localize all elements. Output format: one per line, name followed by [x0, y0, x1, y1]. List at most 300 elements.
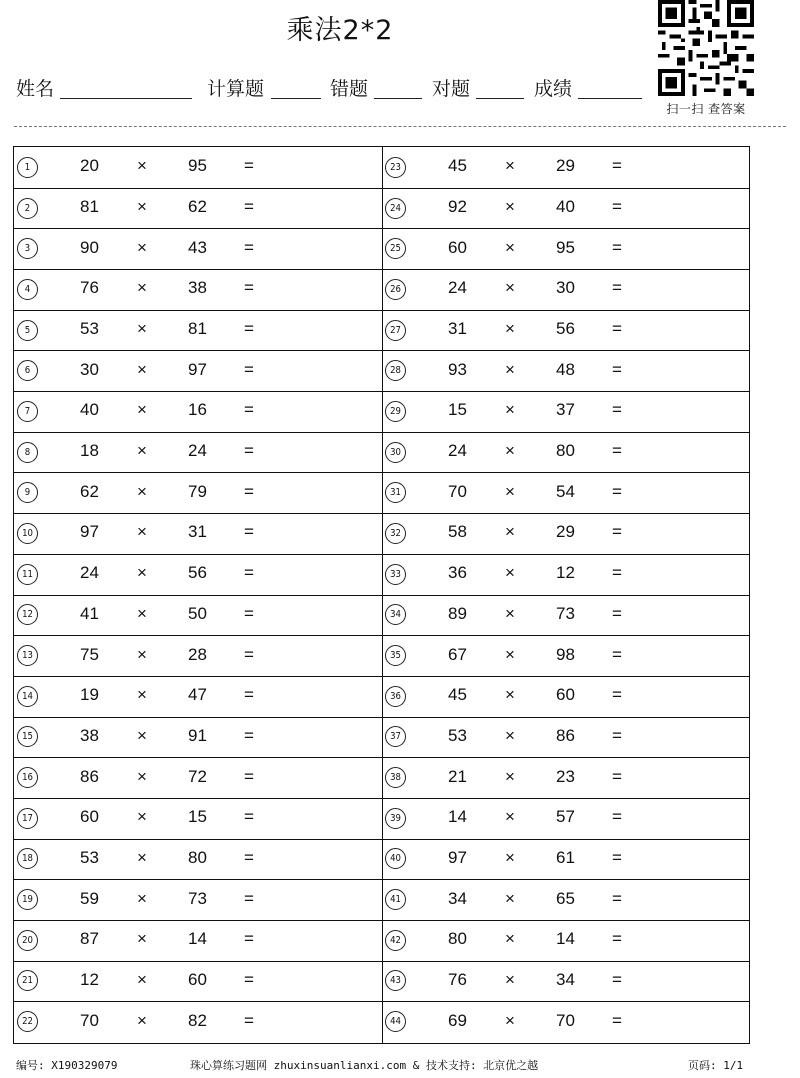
problem-number: 18: [17, 848, 38, 869]
problem-item: [14, 228, 382, 269]
equals-sign: =: [612, 807, 622, 827]
multiply-sign: ×: [505, 603, 515, 623]
answer-space[interactable]: [269, 517, 374, 550]
problem-number: 17: [17, 808, 38, 829]
problem-number: 11: [17, 564, 38, 585]
problem-number: 14: [17, 686, 38, 707]
operand-a: 92: [448, 197, 467, 216]
problem-item: [382, 1001, 750, 1042]
problem-item: [14, 595, 382, 636]
problem-number: 37: [385, 726, 406, 747]
equals-sign: =: [244, 1010, 254, 1030]
multiply-sign: ×: [505, 685, 515, 705]
equals-sign: =: [612, 888, 622, 908]
multiply-sign: ×: [137, 847, 147, 867]
answer-space[interactable]: [637, 192, 742, 225]
operand-a: 45: [448, 156, 467, 176]
problem-item: [382, 757, 750, 798]
multiply-sign: ×: [137, 929, 147, 949]
equals-sign: =: [244, 807, 254, 827]
operand-a: 15: [448, 400, 467, 420]
operand-a: 18: [80, 441, 99, 461]
answer-space[interactable]: [637, 354, 742, 387]
multiply-sign: ×: [505, 197, 515, 216]
answer-space[interactable]: [637, 639, 742, 672]
problem-number: 33: [385, 564, 406, 585]
equals-sign: =: [612, 766, 622, 786]
operand-b: 61: [556, 847, 575, 867]
operand-b: 65: [556, 888, 575, 908]
operand-a: 19: [80, 685, 99, 705]
operand-a: 60: [448, 237, 467, 257]
multiply-sign: ×: [137, 725, 147, 745]
answer-space[interactable]: [269, 761, 374, 794]
operand-a: 81: [80, 197, 99, 216]
answer-space[interactable]: [269, 192, 374, 225]
problem-item: [382, 228, 750, 269]
multiply-sign: ×: [137, 603, 147, 623]
equals-sign: =: [244, 969, 254, 989]
multiply-sign: ×: [137, 237, 147, 257]
operand-b: 73: [188, 888, 207, 908]
operand-a: 76: [80, 278, 99, 298]
operand-b: 48: [556, 359, 575, 379]
problem-number: 22: [17, 1011, 38, 1032]
right-blank[interactable]: [476, 98, 524, 99]
problem-number: 43: [385, 970, 406, 991]
operand-b: 34: [556, 969, 575, 989]
multiply-sign: ×: [137, 278, 147, 298]
problem-item: [14, 147, 382, 188]
equals-sign: =: [244, 929, 254, 949]
equals-sign: =: [612, 237, 622, 257]
problem-number: 44: [385, 1011, 406, 1032]
equals-sign: =: [244, 156, 254, 176]
problem-item: [14, 717, 382, 758]
answer-space[interactable]: [637, 558, 742, 591]
equals-sign: =: [244, 319, 254, 339]
problem-item: [14, 513, 382, 554]
answer-space[interactable]: [269, 436, 374, 469]
problem-number: 31: [385, 482, 406, 503]
problem-number: 7: [17, 401, 38, 422]
answer-space[interactable]: [269, 1005, 374, 1038]
operand-a: 62: [80, 481, 99, 501]
operand-a: 45: [448, 685, 467, 705]
problem-number: 38: [385, 767, 406, 788]
operand-b: 14: [188, 929, 207, 949]
equals-sign: =: [244, 197, 254, 216]
answer-space[interactable]: [269, 802, 374, 835]
operand-a: 12: [80, 969, 99, 989]
multiply-sign: ×: [137, 522, 147, 542]
multiply-sign: ×: [137, 685, 147, 705]
multiply-sign: ×: [505, 888, 515, 908]
answer-space[interactable]: [637, 232, 742, 265]
operand-a: 70: [448, 481, 467, 501]
equals-sign: =: [612, 319, 622, 339]
operand-b: 50: [188, 603, 207, 623]
problem-item: [14, 554, 382, 595]
equals-sign: =: [244, 441, 254, 461]
operand-a: 24: [80, 563, 99, 583]
problem-item: [382, 676, 750, 717]
problem-number: 5: [17, 320, 38, 341]
equals-sign: =: [612, 1010, 622, 1030]
operand-a: 31: [448, 319, 467, 339]
multiply-sign: ×: [137, 969, 147, 989]
equals-sign: =: [612, 685, 622, 705]
problem-number: 9: [17, 482, 38, 503]
operand-a: 40: [80, 400, 99, 420]
problem-number: 16: [17, 767, 38, 788]
problem-item: [382, 513, 750, 554]
equals-sign: =: [612, 563, 622, 583]
problem-item: [382, 350, 750, 391]
equals-sign: =: [244, 278, 254, 298]
multiply-sign: ×: [505, 400, 515, 420]
page-title: 乘法2*2: [286, 15, 394, 46]
operand-b: 95: [188, 156, 207, 176]
multiply-sign: ×: [505, 522, 515, 542]
problem-item: [14, 391, 382, 432]
qr-code-icon[interactable]: [656, 0, 756, 96]
operand-a: 59: [80, 888, 99, 908]
problem-item: [14, 350, 382, 391]
answer-space[interactable]: [637, 273, 742, 306]
problem-number: 21: [17, 970, 38, 991]
equals-sign: =: [612, 197, 622, 216]
operand-b: 23: [556, 766, 575, 786]
answer-space[interactable]: [269, 639, 374, 672]
answer-space[interactable]: [637, 517, 742, 550]
problem-number: 3: [17, 238, 38, 259]
multiply-sign: ×: [137, 644, 147, 664]
equals-sign: =: [612, 969, 622, 989]
operand-b: 97: [188, 359, 207, 379]
problem-number: 24: [385, 198, 406, 219]
multiply-sign: ×: [137, 156, 147, 176]
operand-b: 43: [188, 237, 207, 257]
problem-number: 15: [17, 726, 38, 747]
problem-number: 41: [385, 889, 406, 910]
operand-b: 70: [556, 1010, 575, 1030]
qr-caption: 扫一扫 查答案: [666, 102, 746, 116]
equals-sign: =: [244, 400, 254, 420]
operand-b: 40: [556, 197, 575, 216]
operand-a: 21: [448, 766, 467, 786]
operand-b: 47: [188, 685, 207, 705]
answer-space[interactable]: [269, 273, 374, 306]
problem-item: [382, 472, 750, 513]
multiply-sign: ×: [505, 969, 515, 989]
operand-a: 20: [80, 156, 99, 176]
problem-item: [14, 472, 382, 513]
score-label: 成绩: [534, 78, 573, 100]
problem-item: [382, 717, 750, 758]
operand-b: 28: [188, 644, 207, 664]
operand-b: 86: [556, 725, 575, 745]
equals-sign: =: [612, 481, 622, 501]
problem-number: 19: [17, 889, 38, 910]
answer-space[interactable]: [269, 314, 374, 347]
equals-sign: =: [244, 888, 254, 908]
problem-number: 28: [385, 360, 406, 381]
multiply-sign: ×: [137, 197, 147, 216]
dashed-separator: [14, 126, 786, 127]
equals-sign: =: [244, 603, 254, 623]
answer-space[interactable]: [269, 924, 374, 957]
operand-b: 60: [188, 969, 207, 989]
multiply-sign: ×: [137, 888, 147, 908]
problem-item: [14, 432, 382, 473]
problem-number: 10: [17, 523, 38, 544]
score-blank[interactable]: [578, 98, 642, 99]
problem-item: [14, 269, 382, 310]
operand-a: 67: [448, 644, 467, 664]
footer-code: 编号: X190329079: [16, 1059, 118, 1072]
equals-sign: =: [244, 481, 254, 501]
name-label: 姓名: [16, 78, 55, 100]
operand-a: 86: [80, 766, 99, 786]
multiply-sign: ×: [137, 359, 147, 379]
answer-space[interactable]: [637, 476, 742, 509]
problem-item: [14, 879, 382, 920]
answer-space[interactable]: [637, 843, 742, 876]
operand-a: 80: [448, 929, 467, 949]
multiply-sign: ×: [505, 847, 515, 867]
operand-a: 24: [448, 441, 467, 461]
problem-item: [382, 595, 750, 636]
answer-space[interactable]: [269, 476, 374, 509]
operand-b: 56: [556, 319, 575, 339]
answer-space[interactable]: [269, 680, 374, 713]
equals-sign: =: [244, 644, 254, 664]
operand-b: 80: [188, 847, 207, 867]
problem-number: 42: [385, 930, 406, 951]
problem-item: [382, 839, 750, 880]
operand-b: 72: [188, 766, 207, 786]
answer-space[interactable]: [269, 232, 374, 265]
operand-b: 29: [556, 156, 575, 176]
operand-a: 41: [80, 603, 99, 623]
operand-b: 80: [556, 441, 575, 461]
equals-sign: =: [244, 685, 254, 705]
problem-item: [14, 798, 382, 839]
answer-space[interactable]: [269, 151, 374, 184]
equals-sign: =: [612, 725, 622, 745]
right-label: 对题: [432, 78, 471, 100]
problem-number: 29: [385, 401, 406, 422]
operand-a: 97: [80, 522, 99, 542]
problem-number: 6: [17, 360, 38, 381]
equals-sign: =: [612, 603, 622, 623]
multiply-sign: ×: [505, 725, 515, 745]
equals-sign: =: [244, 563, 254, 583]
equals-sign: =: [612, 929, 622, 949]
multiply-sign: ×: [137, 563, 147, 583]
answer-space[interactable]: [637, 883, 742, 916]
operand-a: 38: [80, 725, 99, 745]
problem-item: [14, 676, 382, 717]
operand-a: 70: [80, 1010, 99, 1030]
equals-sign: =: [612, 847, 622, 867]
problem-number: 23: [385, 157, 406, 178]
operand-a: 36: [448, 563, 467, 583]
operand-a: 75: [80, 644, 99, 664]
answer-space[interactable]: [637, 599, 742, 632]
operand-a: 89: [448, 603, 467, 623]
answer-space[interactable]: [269, 965, 374, 998]
multiply-sign: ×: [137, 400, 147, 420]
answer-space[interactable]: [637, 436, 742, 469]
operand-b: 37: [556, 400, 575, 420]
problem-number: 13: [17, 645, 38, 666]
footer-page: 页码: 1/1: [688, 1059, 744, 1072]
operand-b: 30: [556, 278, 575, 298]
answer-space[interactable]: [637, 721, 742, 754]
problem-number: 32: [385, 523, 406, 544]
equals-sign: =: [612, 522, 622, 542]
problem-number: 4: [17, 279, 38, 300]
problem-number: 1: [17, 157, 38, 178]
equals-sign: =: [612, 441, 622, 461]
problem-item: [382, 391, 750, 432]
wrong-label: 错题: [330, 78, 369, 100]
problem-item: [14, 920, 382, 961]
equals-sign: =: [612, 359, 622, 379]
operand-b: 16: [188, 400, 207, 420]
problem-number: 39: [385, 808, 406, 829]
answer-space[interactable]: [269, 843, 374, 876]
problem-item: [382, 635, 750, 676]
answer-space[interactable]: [637, 395, 742, 428]
operand-b: 79: [188, 481, 207, 501]
problem-item: [14, 310, 382, 351]
answer-space[interactable]: [269, 883, 374, 916]
answer-space[interactable]: [637, 1005, 742, 1038]
multiply-sign: ×: [137, 481, 147, 501]
wrong-blank[interactable]: [374, 98, 422, 99]
operand-b: 31: [188, 522, 207, 542]
operand-a: 87: [80, 929, 99, 949]
calc-label: 计算题: [207, 78, 265, 100]
problem-item: [382, 269, 750, 310]
multiply-sign: ×: [505, 359, 515, 379]
answer-space[interactable]: [269, 354, 374, 387]
operand-b: 81: [188, 319, 207, 339]
answer-space[interactable]: [269, 721, 374, 754]
multiply-sign: ×: [505, 1010, 515, 1030]
problem-number: 35: [385, 645, 406, 666]
operand-b: 14: [556, 929, 575, 949]
problem-item: [14, 1001, 382, 1042]
multiply-sign: ×: [505, 156, 515, 176]
multiply-sign: ×: [505, 644, 515, 664]
answer-space[interactable]: [637, 680, 742, 713]
multiply-sign: ×: [137, 441, 147, 461]
answer-space[interactable]: [637, 151, 742, 184]
problem-item: [14, 188, 382, 229]
answer-space[interactable]: [269, 599, 374, 632]
problem-number: 25: [385, 238, 406, 259]
problem-number: 8: [17, 442, 38, 463]
multiply-sign: ×: [137, 319, 147, 339]
answer-space[interactable]: [637, 761, 742, 794]
operand-b: 98: [556, 644, 575, 664]
problem-item: [382, 554, 750, 595]
problem-item: [382, 310, 750, 351]
problem-table: [13, 146, 750, 1044]
operand-b: 57: [556, 807, 575, 827]
problem-number: 12: [17, 604, 38, 625]
equals-sign: =: [244, 522, 254, 542]
problem-number: 2: [17, 198, 38, 219]
operand-a: 53: [80, 319, 99, 339]
operand-a: 34: [448, 888, 467, 908]
multiply-sign: ×: [137, 807, 147, 827]
problem-number: 30: [385, 442, 406, 463]
operand-a: 97: [448, 847, 467, 867]
multiply-sign: ×: [505, 807, 515, 827]
multiply-sign: ×: [505, 766, 515, 786]
operand-b: 95: [556, 237, 575, 257]
answer-space[interactable]: [269, 558, 374, 591]
operand-a: 24: [448, 278, 467, 298]
operand-a: 93: [448, 359, 467, 379]
problem-number: 26: [385, 279, 406, 300]
multiply-sign: ×: [505, 481, 515, 501]
problem-item: [14, 839, 382, 880]
problem-item: [382, 188, 750, 229]
operand-a: 76: [448, 969, 467, 989]
calc-blank[interactable]: [271, 98, 321, 99]
operand-a: 60: [80, 807, 99, 827]
answer-space[interactable]: [637, 314, 742, 347]
answer-space[interactable]: [637, 802, 742, 835]
operand-b: 29: [556, 522, 575, 542]
equals-sign: =: [244, 237, 254, 257]
name-blank[interactable]: [60, 98, 192, 99]
operand-a: 53: [448, 725, 467, 745]
operand-a: 90: [80, 237, 99, 257]
problem-number: 34: [385, 604, 406, 625]
answer-space[interactable]: [269, 395, 374, 428]
answer-space[interactable]: [637, 965, 742, 998]
operand-a: 14: [448, 807, 467, 827]
equals-sign: =: [244, 847, 254, 867]
problem-item: [14, 757, 382, 798]
footer-site: 珠心算练习题网 zhuxinsuanlianxi.com & 技术支持: 北京优之越: [190, 1059, 539, 1072]
operand-b: 62: [188, 197, 207, 216]
operand-b: 15: [188, 807, 207, 827]
operand-b: 54: [556, 481, 575, 501]
operand-b: 82: [188, 1010, 207, 1030]
problem-item: [382, 432, 750, 473]
problem-item: [382, 961, 750, 1002]
problem-item: [382, 879, 750, 920]
operand-b: 91: [188, 725, 207, 745]
equals-sign: =: [612, 400, 622, 420]
multiply-sign: ×: [505, 563, 515, 583]
problem-item: [14, 635, 382, 676]
problem-item: [382, 147, 750, 188]
operand-b: 73: [556, 603, 575, 623]
equals-sign: =: [612, 278, 622, 298]
answer-space[interactable]: [637, 924, 742, 957]
multiply-sign: ×: [505, 319, 515, 339]
problem-item: [14, 961, 382, 1002]
